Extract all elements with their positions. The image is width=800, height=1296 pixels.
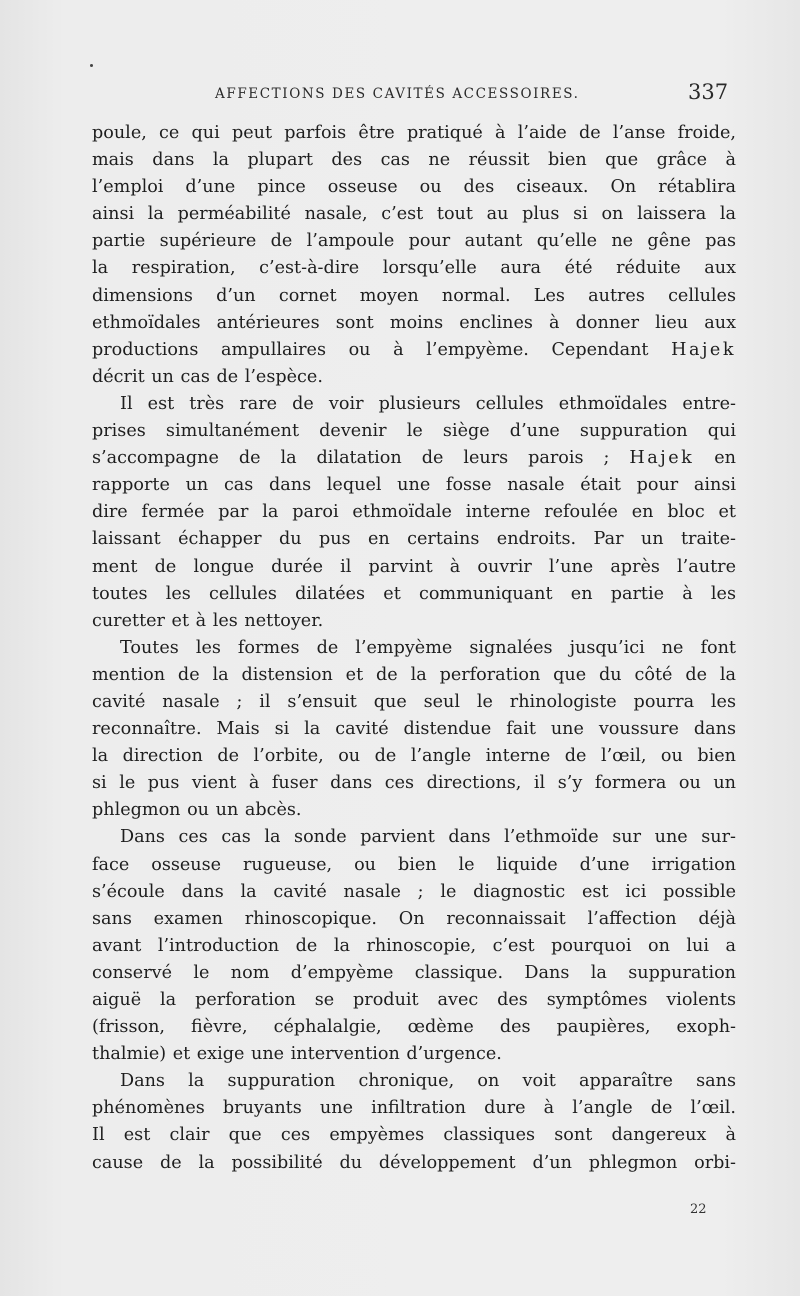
text-line: phlegmon ou un abcès. — [92, 800, 302, 821]
text-line: Il est clair que ces empyèmes classiques sont dangereux à — [92, 1125, 736, 1146]
text-line: curetter et à les nettoyer. — [92, 610, 324, 631]
text-line: laissant échapper du pus en certains endroits. Par un traite- — [92, 529, 736, 550]
text-line: aiguë la perforation se produit avec des symptômes violents — [92, 990, 736, 1010]
text-line: partie supérieure de l’ampoule pour autant qu’elle ne gêne pas — [92, 231, 736, 252]
text-line: face osseuse rugueuse, ou bien le liquide d’une irrigation — [92, 854, 736, 875]
text-line: poule, ce qui peut parfois être pratiqué à l’aide de l’anse froide, — [92, 123, 736, 143]
paragraph-start-line: Toutes les formes de l’empyème signalées jusqu’ici ne font — [120, 637, 736, 658]
text-line: toutes les cellules dilatées et communiquant en partie à les — [92, 583, 736, 604]
text-line: la respiration, c’est-à-dire lorsqu’elle aura été réduite aux — [92, 258, 736, 279]
author-name: Hajek — [671, 339, 736, 360]
text-line: dimensions d’un cornet moyen normal. Les autres cellules — [92, 285, 736, 306]
signature-mark: 22 — [690, 1202, 707, 1217]
text-line: dire fermée par la paroi ethmoïdale interne refoulée en bloc et — [92, 502, 736, 523]
text-line: ainsi la perméabilité nasale, c’est tout au plus si on laissera la — [92, 204, 736, 225]
text-line: reconnaître. Mais si la cavité distendue fait une voussure dans — [92, 719, 736, 740]
text-line: mention de la distension et de la perforation que du côté de la — [92, 664, 736, 685]
text-line: cavité nasale ; il s’ensuit que seul le rhinologiste pourra les — [92, 691, 736, 712]
text-line: sans examen rhinoscopique. On reconnaissait l’affection déjà — [92, 908, 736, 929]
text-line: cause de la possibilité du développement d’un phlegmon orbi- — [92, 1152, 736, 1173]
text-line: s’écoule dans la cavité nasale ; le diagnostic est ici possible — [92, 881, 736, 902]
text-line: s’accompagne de la dilatation de leurs parois ; Hajek en — [92, 448, 736, 469]
author-name: Hajek — [629, 448, 695, 469]
text-line: l’emploi d’une pince osseuse ou des ciseaux. On rétablira — [92, 177, 736, 198]
text-line: mais dans la plupart des cas ne réussit bien que grâce à — [92, 150, 736, 171]
text-line: rapporte un cas dans lequel une fosse nasale était pour ainsi — [92, 475, 736, 496]
text-line: ment de longue durée il parvint à ouvrir l’une après l’autre — [92, 556, 736, 577]
text-line: thalmie) et exige une intervention d’urgence. — [92, 1044, 502, 1065]
text-line: avant l’introduction de la rhinoscopie, c’est pourquoi on lui a — [92, 935, 736, 956]
text-line: prises simultanément devenir le siège d’une suppuration qui — [92, 421, 736, 442]
text-line: la direction de l’orbite, ou de l’angle interne de l’œil, ou bien — [92, 746, 736, 767]
text-line: productions ampullaires ou à l’empyème. Cependant Hajek — [92, 339, 736, 360]
running-head: AFFECTIONS DES CAVITÉS ACCESSOIRES. — [215, 86, 580, 102]
text-line: ethmoïdales antérieures sont moins enclines à donner lieu aux — [92, 312, 736, 333]
ink-speck — [90, 64, 93, 67]
body-text — [92, 120, 736, 1177]
text-line: si le pus vient à fuser dans ces directions, il s’y formera ou un — [92, 773, 736, 794]
paragraph-start-line: Il est très rare de voir plusieurs cellules ethmoïdales entre- — [120, 393, 736, 414]
text-line: phénomènes bruyants une infiltration dure à l’angle de l’œil. — [92, 1098, 736, 1119]
paragraph-start-line: Dans ces cas la sonde parvient dans l’ethmoïde sur une sur- — [120, 827, 736, 848]
text-line: conservé le nom d’empyème classique. Dans la suppuration — [92, 962, 736, 983]
text-line: (frisson, fièvre, céphalalgie, œdème des paupières, exoph- — [92, 1017, 736, 1038]
text-line: décrit un cas de l’espèce. — [92, 366, 323, 387]
page-number: 337 — [688, 80, 729, 104]
paragraph-start-line: Dans la suppuration chronique, on voit apparaître sans — [120, 1071, 736, 1092]
